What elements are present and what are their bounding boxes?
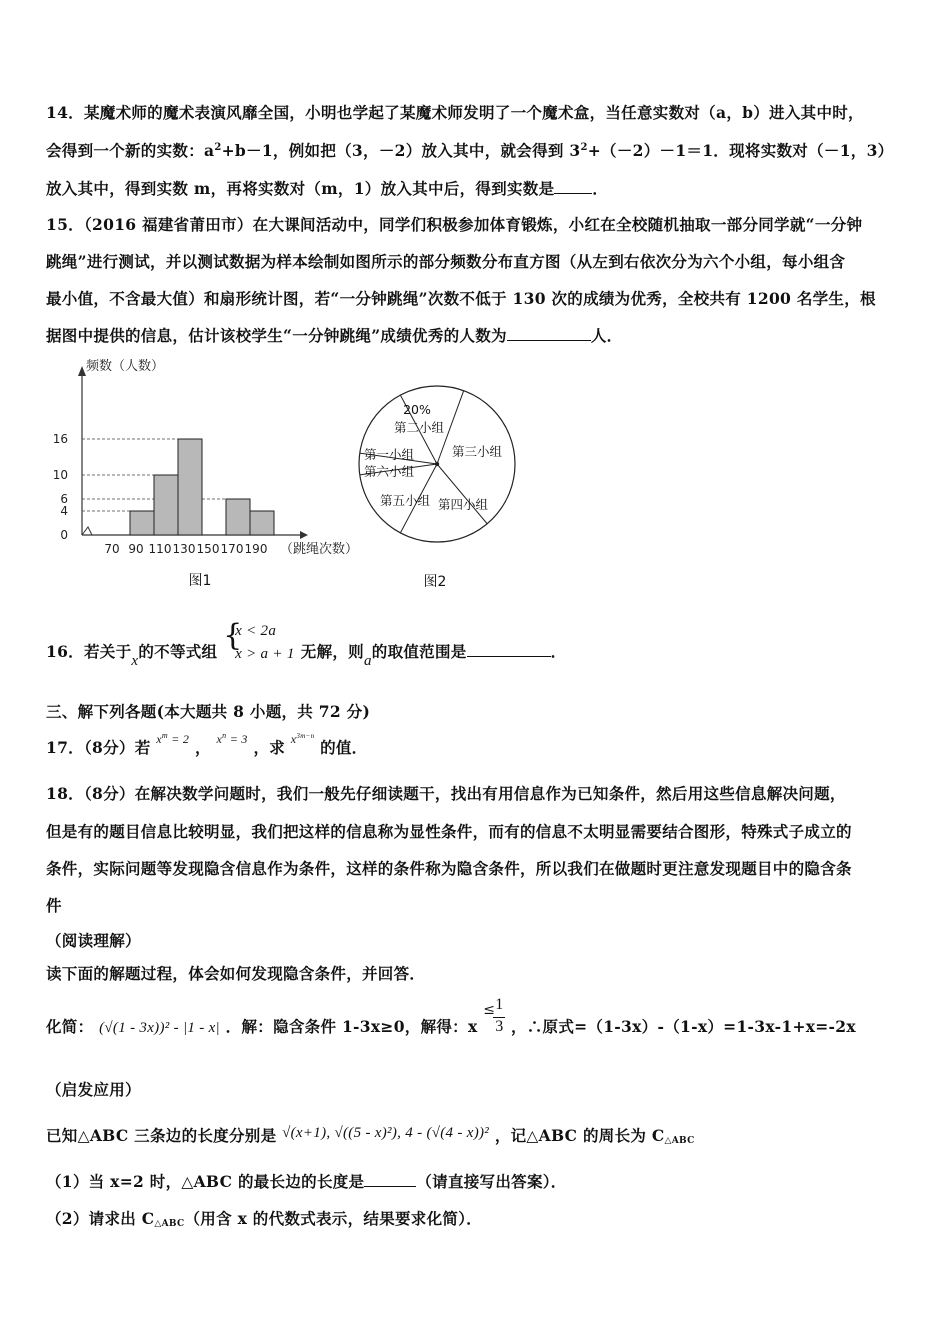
q17-line: 17．（8分）若 $^{x^m = 2}$ ， $^{x^n = 3}$ ，求 $^{x^{3m-n}}$ 的值．: [46, 731, 368, 757]
known-condition: 已知△ABC 三条边的长度分别是 √(x+1), √((5 - x)²), 4 - (√(4 - x))² ，记△ABC 的周长为 $C_{\triangle ABC}$: [46, 1125, 695, 1146]
pie-chart-figure: [355, 352, 535, 597]
answer-blank: [507, 326, 591, 341]
axis-break: [82, 527, 92, 535]
x-axis-label: （跳绳次数）: [280, 542, 359, 557]
answer-blank: [364, 1172, 416, 1187]
pie-slice-label: 第二小组: [393, 420, 445, 435]
x-tick-label: 170: [220, 542, 244, 556]
x-tick-label: 110: [148, 542, 172, 556]
figure-caption: 图2: [423, 574, 447, 590]
histogram-bar: [250, 511, 274, 535]
x-axis-arrow: [300, 531, 308, 539]
y-axis-arrow: [78, 366, 86, 376]
inequality-system: { x < 2a x > a + 1: [223, 618, 295, 662]
histogram-bar: [226, 499, 250, 535]
histogram-figure: [52, 352, 380, 592]
y-tick-label: 6: [60, 492, 68, 506]
part-1: （1）当 x=2 时，△ABC 的最长边的长度是 （请直接写出答案）．: [46, 1172, 567, 1191]
part-2: （2）请求出 $C_{\triangle ABC}$（用含 x 的代数式表示，结果要求化简）．: [46, 1209, 483, 1229]
x-tick-label: 130: [172, 542, 196, 556]
pie-slice-label: 第三小组: [451, 444, 503, 459]
histogram-bar: [154, 475, 178, 535]
pie-slice-label: 第一小组: [363, 447, 415, 462]
figure-caption: 图1: [188, 573, 212, 589]
q15-line2: 跳绳”进行测试，并以测试数据为样本绘制如图所示的部分频数分布直方图（从左到右依次分为六个小组，每小组含: [46, 252, 846, 271]
q14-line2: 会得到一个新的实数：$a^2+b-1$，例如把（3，－2）放入其中，就会得到 $3^2+(-2)-1=1$．现将实数对（－1，3）: [46, 141, 894, 160]
pie-slice-label: 第四小组: [437, 497, 489, 512]
reading-heading: （阅读理解）: [46, 931, 141, 950]
q18-line1: 18．（8分）在解决数学问题时，我们一般先仔细读题干，找出有用信息作为已知条件，然后用这些信息解决问题，: [46, 784, 846, 803]
side-lengths-expression: √(x+1), √((5 - x)²), 4 - (√(4 - x))²: [282, 1125, 490, 1141]
histogram-bar: [178, 439, 202, 535]
x-tick-label: 150: [196, 542, 220, 556]
answer-blank: [467, 642, 551, 657]
x-tick-label: 190: [244, 542, 268, 556]
y-axis-label: 频数（人数）: [86, 359, 165, 374]
section-heading: 三、解下列各题(本大题共 8 小题，共 72 分): [46, 702, 371, 721]
reading-intro: 读下面的解题过程，体会如何发现隐含条件，并回答．: [46, 964, 426, 983]
q15-line1: 15．（2016 福建省莆田市）在大课间活动中，同学们积极参加体育锻炼，小红在全校随机抽取一部分同学就“一分钟: [46, 215, 863, 234]
histogram-bar: [130, 511, 154, 535]
y-tick-label: 0: [60, 528, 68, 542]
simplify-expression: (√(1 - 3x))² - |1 - x|: [99, 1020, 220, 1036]
answer-blank: [554, 179, 592, 194]
simplify-example: 化简： (√(1 - 3x))² - |1 - x| ．解：隐含条件 1-3x≥0，解得：x ≤ 1 3 ，∴原式=（1-3x）-（1-x）=1-3x-1+x=-2x: [46, 996, 856, 1036]
apply-heading: （启发应用）: [46, 1080, 141, 1099]
x-tick-label: 90: [128, 542, 144, 556]
q15-line3: 最小值，不含最大值）和扇形统计图，若“一分钟跳绳”次数不低于 130 次的成绩为优秀，全校共有 1200 名学生，根: [46, 289, 876, 308]
pie-slice-percent: 20%: [403, 402, 431, 417]
q18-line2: 但是有的题目信息比较明显，我们把这样的信息称为显性条件，而有的信息不太明显需要结合图形，特殊式子成立的: [46, 822, 852, 841]
q15-line4: 据图中提供的信息，估计该校学生“一分钟跳绳”成绩优秀的人数为 人．: [46, 326, 623, 345]
pie-slice-label: 第五小组: [379, 493, 431, 508]
q18-line4: 件: [46, 896, 62, 915]
y-tick-label: 10: [52, 468, 68, 482]
q14-line3: 放入其中，得到实数 m，再将实数对（m，1）放入其中后，得到实数是 ．: [46, 179, 609, 198]
pie-center: [435, 462, 439, 466]
y-tick-label: 4: [60, 504, 68, 518]
q16-line: 16．若关于x的不等式组 { x < 2a x > a + 1 无解，则a的取值范围是 ．: [46, 618, 567, 669]
x-tick-label: 70: [104, 542, 120, 556]
fraction-bound: ≤ 1 3: [483, 996, 504, 1035]
pie-slice-label: 第六小组: [363, 464, 415, 479]
q14-line1: 14．某魔术师的魔术表演风靡全国，小明也学起了某魔术师发明了一个魔术盒，当任意实数对（a，b）进入其中时，: [46, 103, 864, 122]
q18-line3: 条件，实际问题等发现隐含信息作为条件，这样的条件称为隐含条件，所以我们在做题时更注意发现题目中的隐含条: [46, 859, 852, 878]
y-tick-label: 16: [52, 432, 68, 446]
